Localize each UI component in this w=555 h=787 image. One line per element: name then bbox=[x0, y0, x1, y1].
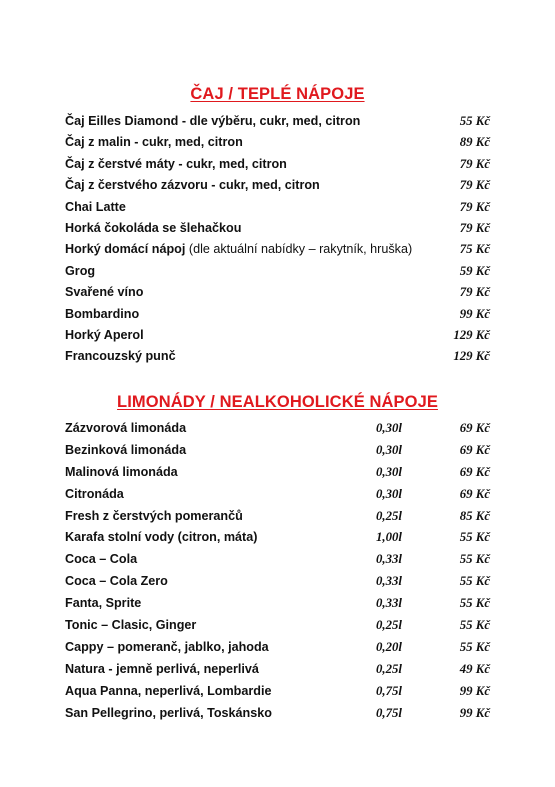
item-name: Horký Aperol bbox=[65, 327, 144, 342]
item-name: Malinová limonáda bbox=[65, 464, 178, 479]
menu-item bbox=[65, 703, 490, 725]
item-price: 55 Kč bbox=[459, 618, 490, 633]
item-name: Tonic – Clasic, Ginger bbox=[65, 618, 197, 633]
item-name: Fanta, Sprite bbox=[65, 596, 142, 611]
item-name: Zázvorová limonáda bbox=[65, 421, 187, 435]
menu-item bbox=[65, 132, 490, 153]
menu-item bbox=[65, 440, 490, 462]
item-name: Cappy – pomeranč, jablko, jahoda bbox=[65, 639, 269, 654]
item-volume: 1,00l bbox=[376, 530, 402, 545]
item-volume: 0,25l bbox=[376, 618, 402, 633]
item-price: 69 Kč bbox=[459, 464, 490, 479]
item-name: Natura - jemně perlivá, neperlivá bbox=[65, 661, 259, 676]
item-price: 55 Kč bbox=[459, 574, 490, 589]
menu-item bbox=[65, 261, 490, 282]
item-price: 79 Kč bbox=[459, 199, 490, 214]
menu-item bbox=[65, 346, 490, 367]
item-volume: 0,30l bbox=[376, 464, 402, 479]
item-name: Fresh z čerstvých pomerančů bbox=[65, 508, 243, 523]
item-price: 99 Kč bbox=[459, 306, 490, 321]
menu-item bbox=[65, 593, 490, 615]
item-price: 55 Kč bbox=[459, 530, 490, 545]
menu-item bbox=[65, 111, 490, 132]
item-name: Grog bbox=[65, 263, 96, 278]
menu-item bbox=[65, 506, 490, 528]
item-price: 75 Kč bbox=[459, 242, 490, 257]
item-price: 49 Kč bbox=[459, 661, 490, 676]
hot-drinks-list bbox=[65, 111, 490, 368]
item-volume: 0,75l bbox=[376, 705, 402, 720]
item-volume: 0,33l bbox=[376, 552, 402, 567]
item-volume: 0,30l bbox=[376, 486, 402, 501]
item-name: San Pellegrino, perlivá, Toskánsko bbox=[65, 705, 272, 720]
menu-item bbox=[65, 484, 490, 506]
item-volume: 0,25l bbox=[376, 508, 402, 523]
menu-item bbox=[65, 418, 490, 440]
item-name: Čaj z čerstvého zázvoru - cukr, med, citron bbox=[65, 178, 320, 193]
menu-item bbox=[65, 175, 490, 196]
item-name: Karafa stolní vody (citron, máta) bbox=[65, 530, 258, 545]
item-name: Aqua Panna, neperlivá, Lombardie bbox=[65, 683, 272, 698]
item-price: 55 Kč bbox=[459, 114, 490, 128]
menu-item bbox=[65, 218, 490, 239]
section-title-hot-drinks: ČAJ / TEPLÉ NÁPOJE bbox=[190, 85, 365, 103]
item-price: 85 Kč bbox=[459, 508, 490, 523]
item-name: Horká čokoláda se šlehačkou bbox=[65, 220, 242, 235]
item-volume: 0,33l bbox=[376, 574, 402, 589]
item-volume: 0,33l bbox=[376, 596, 402, 611]
item-name: Citronáda bbox=[65, 486, 124, 501]
menu-item bbox=[65, 571, 490, 593]
menu-item bbox=[65, 239, 490, 260]
menu-item bbox=[65, 304, 490, 325]
item-name: Chai Latte bbox=[65, 199, 126, 214]
item-note: (dle aktuální nabídky – rakytník, hruška) bbox=[185, 242, 413, 257]
item-name: Coca – Cola bbox=[65, 552, 138, 567]
item-name: Čaj Eilles Diamond - dle výběru, cukr, med, citron bbox=[65, 114, 361, 128]
item-price: 129 Kč bbox=[453, 327, 490, 342]
item-price: 79 Kč bbox=[459, 220, 490, 235]
section-title-soft-drinks: LIMONÁDY / NEALKOHOLICKÉ NÁPOJE bbox=[117, 393, 438, 411]
item-volume: 0,30l bbox=[376, 442, 402, 457]
item-name: Čaj z malin - cukr, med, citron bbox=[65, 135, 243, 150]
item-price: 69 Kč bbox=[459, 442, 490, 457]
menu-item bbox=[65, 659, 490, 681]
menu-item bbox=[65, 197, 490, 218]
item-price: 79 Kč bbox=[459, 285, 490, 300]
item-price: 55 Kč bbox=[459, 596, 490, 611]
item-name: Horký domácí nápoj (dle aktuální nabídky – rakytník, hruška) bbox=[65, 242, 413, 257]
soft-drinks-list bbox=[65, 418, 490, 724]
item-name: Coca – Cola Zero bbox=[65, 574, 168, 589]
item-name: Francouzský punč bbox=[65, 349, 176, 364]
item-price: 59 Kč bbox=[459, 263, 490, 278]
item-price: 69 Kč bbox=[459, 421, 490, 435]
item-volume: 0,30l bbox=[376, 421, 402, 435]
item-volume: 0,25l bbox=[376, 661, 402, 676]
item-price: 99 Kč bbox=[459, 683, 490, 698]
menu-item bbox=[65, 527, 490, 549]
menu-item bbox=[65, 154, 490, 175]
item-name: Bezinková limonáda bbox=[65, 442, 187, 457]
item-price: 55 Kč bbox=[459, 552, 490, 567]
menu-item bbox=[65, 282, 490, 303]
item-name: Bombardino bbox=[65, 306, 140, 321]
menu-item bbox=[65, 615, 490, 637]
menu-item bbox=[65, 681, 490, 703]
item-name: Čaj z čerstvé máty - cukr, med, citron bbox=[65, 156, 287, 171]
item-price: 99 Kč bbox=[459, 705, 490, 720]
item-price: 89 Kč bbox=[459, 135, 490, 150]
item-price: 79 Kč bbox=[459, 156, 490, 171]
item-price: 69 Kč bbox=[459, 486, 490, 501]
item-volume: 0,20l bbox=[376, 639, 402, 654]
menu-item bbox=[65, 637, 490, 659]
item-price: 79 Kč bbox=[459, 178, 490, 193]
menu-item bbox=[65, 462, 490, 484]
menu-item bbox=[65, 325, 490, 346]
item-volume: 0,75l bbox=[376, 683, 402, 698]
item-price: 129 Kč bbox=[453, 349, 490, 364]
menu-item bbox=[65, 549, 490, 571]
item-name: Svařené víno bbox=[65, 285, 144, 300]
item-price: 55 Kč bbox=[459, 639, 490, 654]
